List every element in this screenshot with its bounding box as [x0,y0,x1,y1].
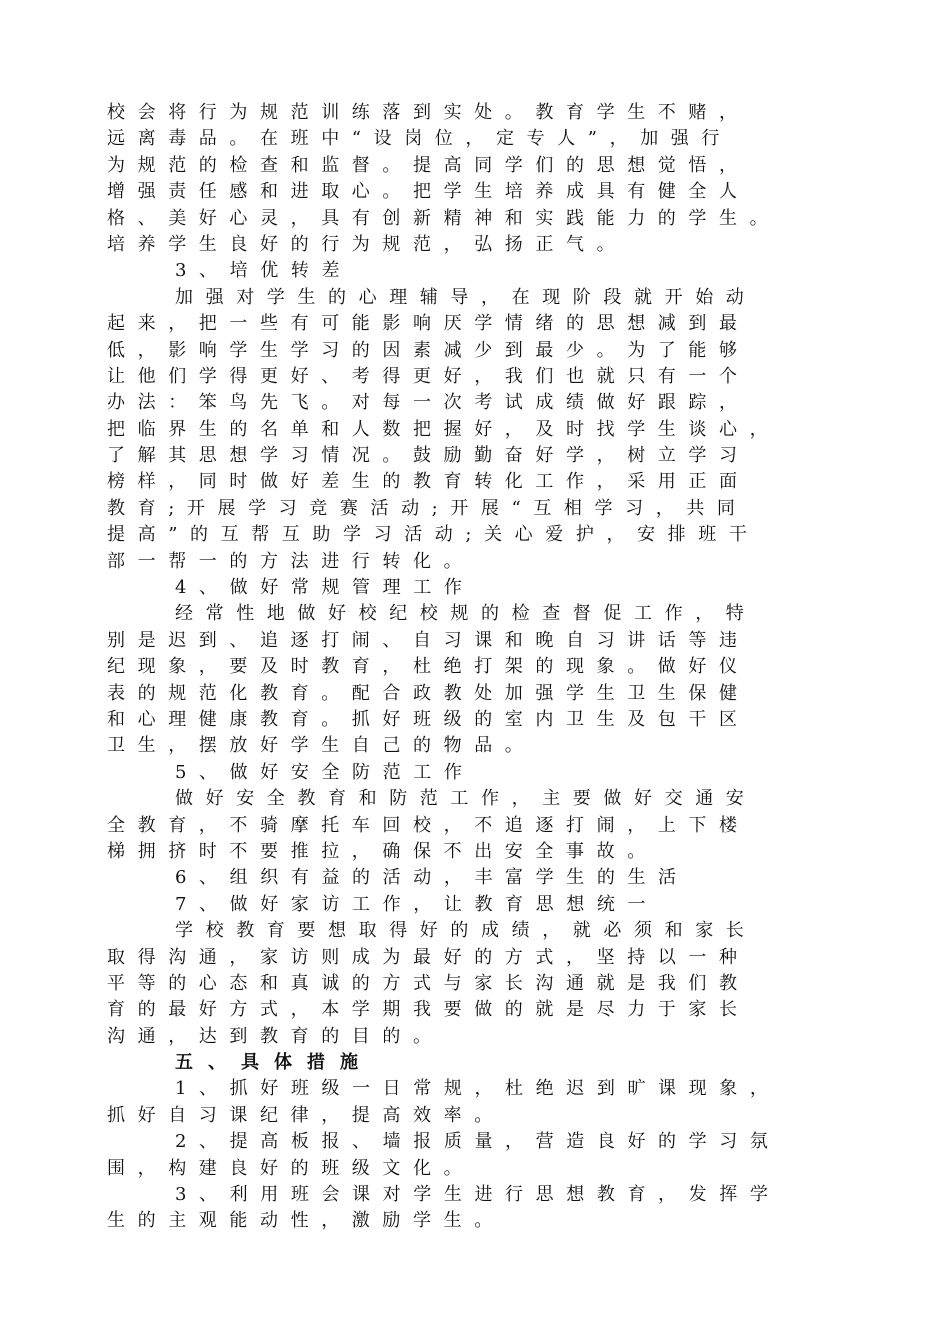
text-line: 学校教育要想取得好的成绩，就必须和家长 [175,920,757,942]
text-line: 取得沟通，家访则成为最好的方式，坚持以一种 [107,946,750,968]
text-line: 表的规范化教育。配合政教处加强学生卫生保健 [107,682,750,704]
text-line: 办法：笨鸟先飞。对每一次考试成绩做好跟踪， [107,392,750,414]
text-line: 抓好自习课纪律，提高效率。 [107,1104,505,1126]
text-line: 为规范的检查和监督。提高同学们的思想觉悟， [107,154,750,176]
text-line: 卫生，摆放好学生自己的物品。 [107,735,536,757]
text-line: 2、提高板报、墙报质量，营造良好的学习氛 [175,1131,781,1153]
text-line: 纪现象，要及时教育，杜绝打架的现象。做好仪 [107,656,750,678]
text-line: 3、利用班会课对学生进行思想教育，发挥学 [175,1184,781,1206]
text-line: 别是迟到、追逐打闹、自习课和晚自习讲话等违 [107,629,750,651]
text-line: 格、美好心灵，具有创新精神和实践能力的学生。 [107,207,781,229]
text-line: 培养学生良好的行为规范，弘扬正气。 [107,233,628,255]
chapter-heading: 五、具体措施 [175,1052,373,1074]
text-line: 提高”的互帮互助学习活动;关心爱护，安排班干 [107,524,760,546]
text-line: 让他们学得更好、考得更好，我们也就只有一个 [107,365,750,387]
text-line: 和心理健康教育。抓好班级的室内卫生及包干区 [107,708,750,730]
section-heading: 7、做好家访工作，让教育思想统一 [175,893,659,915]
text-line: 远离毒品。在班中“设岗位，定专人”，加强行 [107,128,733,150]
text-line: 梯拥挤时不要推拉，确保不出安全事故。 [107,840,658,862]
section-heading: 4、做好常规管理工作 [175,577,475,599]
section-heading: 5、做好安全防范工作 [175,761,475,783]
section-heading: 6、组织有益的活动，丰富学生的生活 [175,867,689,889]
text-line: 部一帮一的方法进行转化。 [107,550,475,572]
text-line: 加强对学生的心理辅导，在现阶段就开始动 [175,286,757,308]
text-line: 经常性地做好校纪校规的检查督促工作，特 [175,603,757,625]
text-line: 生的主观能动性，激励学生。 [107,1210,505,1232]
section-heading: 3、培优转差 [175,260,353,282]
text-line: 沟通，达到教育的目的。 [107,1025,444,1047]
text-line: 做好安全教育和防范工作，主要做好交通安 [175,788,757,810]
text-line: 校会将行为规范训练落到实处。教育学生不赌， [107,102,750,123]
text-line: 增强责任感和进取心。把学生培养成具有健全人 [107,181,750,203]
text-line: 平等的心态和真诚的方式与家长沟通就是我们教 [107,972,750,994]
text-line: 1、抓好班级一日常规，杜绝迟到旷课现象， [175,1078,781,1100]
document-body [107,100,847,1235]
text-line: 全教育，不骑摩托车回校，不追逐打闹，上下楼 [107,814,750,836]
text-line: 榜样，同时做好差生的教育转化工作，采用正面 [107,471,750,493]
text-line: 把临界生的名单和人数把握好，及时找学生谈心， [107,418,781,440]
text-line: 了解其思想学习情况。鼓励勤奋好学，树立学习 [107,445,750,467]
text-line: 低，影响学生学习的因素减少到最少。为了能够 [107,339,750,361]
text-line: 育的最好方式，本学期我要做的就是尽力于家长 [107,999,750,1021]
text-line: 起来，把一些有可能影响厌学情绪的思想减到最 [107,313,750,335]
text-line: 教育;开展学习竞赛活动;开展“互相学习，共同 [107,497,748,519]
text-line: 围，构建良好的班级文化。 [107,1157,475,1179]
